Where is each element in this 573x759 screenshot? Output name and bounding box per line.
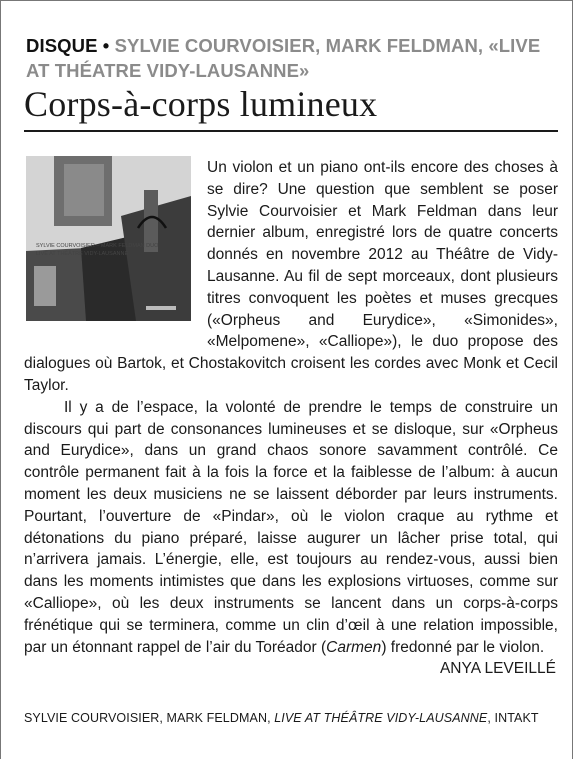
article-paragraph-2-text: Il y a de l’espace, la volonté de prendre le temps de construire un discours qui part de consonances lumineuses et se disloque, sur «Orpheus and Eurydice», dans un grand chaos sonore savamment contrôlé. Ce contrôle permanent fait à la fois la force et la faiblesse de l’album: à aucun moment les deux musiciens ne se laissent déborder par leurs instruments. Pourtant, l’ouverture de «Pindar», où le violon craque au rythme et détonations du piano préparé, laisse augurer un lâcher prise total, qui n’arrivera jamais. L’énergie, elle, est toujours au rendez-vous, aussi bien dans les moments intimistes que dans les explosions virtuoses, comme sur «Calliope», où les deux instruments se lancent dans un corps-à-corps frénétique qui se terminera, comme un clin d’œil à une relation impossible, par un étonnant rappel de l’air du Toréador ( bbox=[24, 398, 558, 656]
album-credit bbox=[24, 710, 564, 726]
album-cover-line-2: LIVE AT THÉÂTRE VIDY-LAUSANNE bbox=[36, 251, 129, 257]
section-subtitle: SYLVIE COURVOISIER, MARK FELDMAN, «LIVE AT THÉATRE VIDY-LAUSANNE» bbox=[26, 35, 541, 81]
section-kicker bbox=[26, 33, 556, 83]
page-title: Corps-à-corps lumineux bbox=[24, 84, 378, 124]
article-body bbox=[24, 157, 558, 680]
article-paragraph-2-end: ) fredonné par le violon. bbox=[381, 638, 545, 656]
article-author: ANYA LEVEILLÉ bbox=[439, 660, 556, 678]
credit-artists: SYLVIE COURVOISIER, MARK FELDMAN, bbox=[24, 711, 275, 725]
album-cover-line-1: SYLVIE COURVOISIER – MARK FELDMAN DUO bbox=[36, 243, 159, 249]
cover-wrap-space bbox=[24, 157, 207, 349]
credit-album-title: LIVE AT THÉÂTRE VIDY-LAUSANNE bbox=[274, 711, 488, 725]
section-bullet: • bbox=[102, 35, 110, 56]
article-paragraph-1: Un violon et un piano ont-ils encore des choses à se dire? Une question que semblent se poser Sylvie Courvoisier et Mark Feldman dans leur dernier album, enregistré lors de quatre concerts donnés en novembre 2012 au Théâtre de Vidy-Lausanne. Au fil de sept morceaux, dont plusieurs titres convoquent les poètes et muses grecques («Orpheus and Eurydice», «Simonides», «Melpomene», «Calliope»), le duo propose des dialogues où Bartok, et Chostakovitch croisent les cordes avec Monk et Cecil Taylor. bbox=[24, 159, 558, 394]
credit-label: , INTAKT bbox=[487, 711, 539, 725]
section-label: DISQUE bbox=[26, 35, 98, 56]
article-paragraph-2 bbox=[24, 397, 558, 678]
title-divider bbox=[24, 130, 558, 132]
article-paragraph-2-italic: Carmen bbox=[326, 638, 382, 656]
